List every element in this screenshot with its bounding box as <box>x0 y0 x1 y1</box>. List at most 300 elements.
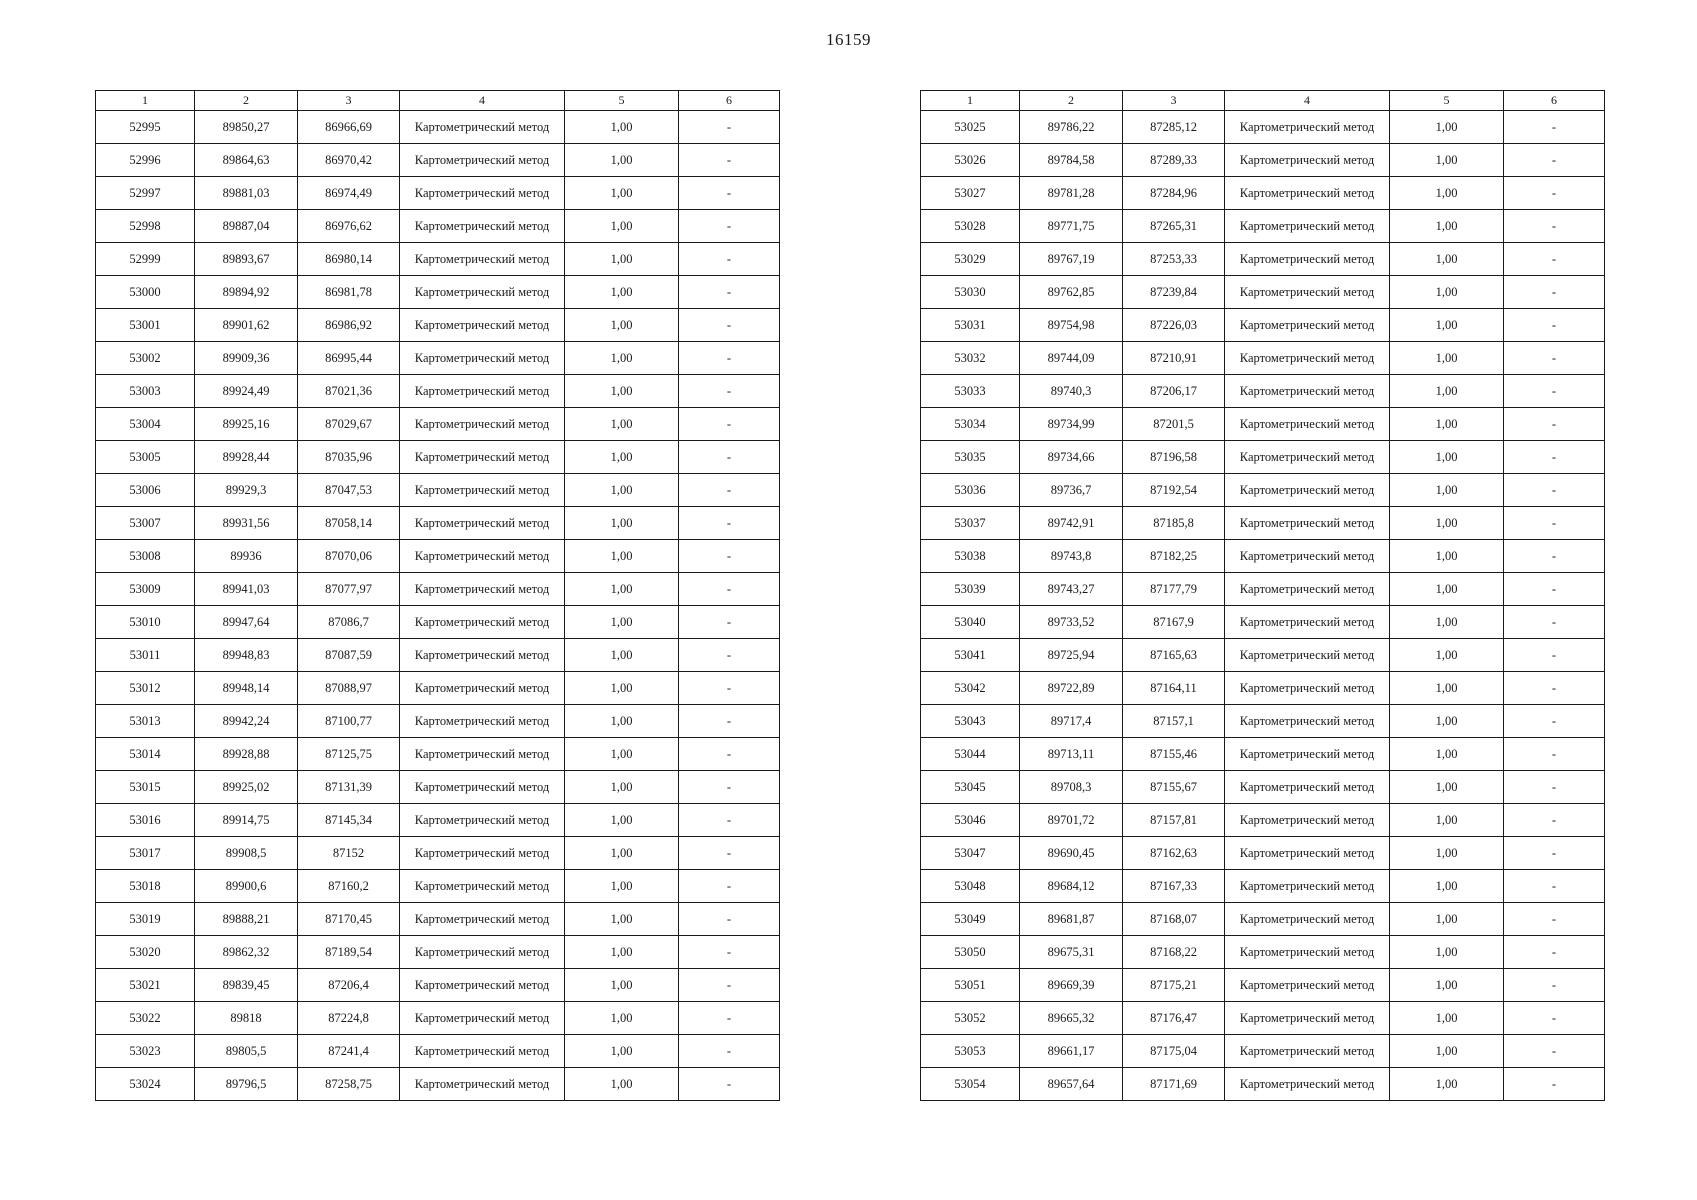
point-number-cell: 53000 <box>96 276 195 309</box>
description-cell: - <box>1504 1002 1605 1035</box>
method-cell: Картометрический метод <box>400 903 565 936</box>
column-header: 5 <box>565 91 679 111</box>
y-coordinate-cell: 87125,75 <box>298 738 400 771</box>
accuracy-cell: 1,00 <box>565 507 679 540</box>
accuracy-cell: 1,00 <box>565 111 679 144</box>
table-row <box>96 1068 780 1101</box>
description-cell: - <box>679 309 780 342</box>
point-number-cell: 53026 <box>921 144 1020 177</box>
accuracy-cell: 1,00 <box>565 309 679 342</box>
x-coordinate-cell: 89733,52 <box>1020 606 1123 639</box>
y-coordinate-cell: 87182,25 <box>1123 540 1225 573</box>
description-cell: - <box>1504 903 1605 936</box>
accuracy-cell: 1,00 <box>1390 540 1504 573</box>
method-cell: Картометрический метод <box>400 804 565 837</box>
description-cell: - <box>679 639 780 672</box>
description-cell: - <box>679 573 780 606</box>
accuracy-cell: 1,00 <box>565 606 679 639</box>
accuracy-cell: 1,00 <box>565 375 679 408</box>
point-number-cell: 53049 <box>921 903 1020 936</box>
x-coordinate-cell: 89936 <box>195 540 298 573</box>
x-coordinate-cell: 89893,67 <box>195 243 298 276</box>
accuracy-cell: 1,00 <box>1390 672 1504 705</box>
table-row <box>921 969 1605 1002</box>
method-cell: Картометрический метод <box>1225 540 1390 573</box>
point-number-cell: 53029 <box>921 243 1020 276</box>
description-cell: - <box>679 441 780 474</box>
y-coordinate-cell: 87185,8 <box>1123 507 1225 540</box>
point-number-cell: 53046 <box>921 804 1020 837</box>
x-coordinate-cell: 89661,17 <box>1020 1035 1123 1068</box>
accuracy-cell: 1,00 <box>1390 771 1504 804</box>
accuracy-cell: 1,00 <box>1390 837 1504 870</box>
table-row <box>921 144 1605 177</box>
y-coordinate-cell: 87165,63 <box>1123 639 1225 672</box>
method-cell: Картометрический метод <box>400 111 565 144</box>
y-coordinate-cell: 87285,12 <box>1123 111 1225 144</box>
y-coordinate-cell: 87087,59 <box>298 639 400 672</box>
method-cell: Картометрический метод <box>1225 507 1390 540</box>
point-number-cell: 53038 <box>921 540 1020 573</box>
x-coordinate-cell: 89901,62 <box>195 309 298 342</box>
x-coordinate-cell: 89805,5 <box>195 1035 298 1068</box>
point-number-cell: 53023 <box>96 1035 195 1068</box>
accuracy-cell: 1,00 <box>565 474 679 507</box>
x-coordinate-cell: 89725,94 <box>1020 639 1123 672</box>
method-cell: Картометрический метод <box>400 837 565 870</box>
method-cell: Картометрический метод <box>400 441 565 474</box>
column-header: 1 <box>921 91 1020 111</box>
table-row <box>96 771 780 804</box>
method-cell: Картометрический метод <box>400 309 565 342</box>
description-cell: - <box>679 837 780 870</box>
y-coordinate-cell: 86980,14 <box>298 243 400 276</box>
method-cell: Картометрический метод <box>400 540 565 573</box>
description-cell: - <box>679 111 780 144</box>
coordinates-table-left <box>95 90 780 1101</box>
y-coordinate-cell: 86974,49 <box>298 177 400 210</box>
method-cell: Картометрический метод <box>400 474 565 507</box>
y-coordinate-cell: 87086,7 <box>298 606 400 639</box>
table-row <box>921 540 1605 573</box>
accuracy-cell: 1,00 <box>1390 738 1504 771</box>
method-cell: Картометрический метод <box>1225 144 1390 177</box>
method-cell: Картометрический метод <box>1225 375 1390 408</box>
y-coordinate-cell: 87196,58 <box>1123 441 1225 474</box>
accuracy-cell: 1,00 <box>1390 639 1504 672</box>
accuracy-cell: 1,00 <box>1390 1035 1504 1068</box>
accuracy-cell: 1,00 <box>565 903 679 936</box>
table-row <box>96 507 780 540</box>
method-cell: Картометрический метод <box>1225 804 1390 837</box>
table-row <box>921 738 1605 771</box>
x-coordinate-cell: 89942,24 <box>195 705 298 738</box>
y-coordinate-cell: 87145,34 <box>298 804 400 837</box>
y-coordinate-cell: 87021,36 <box>298 375 400 408</box>
accuracy-cell: 1,00 <box>1390 705 1504 738</box>
column-header: 2 <box>1020 91 1123 111</box>
accuracy-cell: 1,00 <box>565 936 679 969</box>
x-coordinate-cell: 89690,45 <box>1020 837 1123 870</box>
description-cell: - <box>679 342 780 375</box>
y-coordinate-cell: 86976,62 <box>298 210 400 243</box>
x-coordinate-cell: 89928,44 <box>195 441 298 474</box>
method-cell: Картометрический метод <box>400 606 565 639</box>
table-body <box>96 111 780 1101</box>
x-coordinate-cell: 89657,64 <box>1020 1068 1123 1101</box>
table-row <box>921 177 1605 210</box>
description-cell: - <box>679 375 780 408</box>
accuracy-cell: 1,00 <box>565 210 679 243</box>
point-number-cell: 53051 <box>921 969 1020 1002</box>
point-number-cell: 52999 <box>96 243 195 276</box>
x-coordinate-cell: 89684,12 <box>1020 870 1123 903</box>
accuracy-cell: 1,00 <box>1390 936 1504 969</box>
x-coordinate-cell: 89717,4 <box>1020 705 1123 738</box>
point-number-cell: 53006 <box>96 474 195 507</box>
x-coordinate-cell: 89708,3 <box>1020 771 1123 804</box>
method-cell: Картометрический метод <box>400 1068 565 1101</box>
point-number-cell: 53019 <box>96 903 195 936</box>
accuracy-cell: 1,00 <box>565 408 679 441</box>
table-row <box>921 441 1605 474</box>
method-cell: Картометрический метод <box>400 738 565 771</box>
method-cell: Картометрический метод <box>400 342 565 375</box>
x-coordinate-cell: 89900,6 <box>195 870 298 903</box>
x-coordinate-cell: 89681,87 <box>1020 903 1123 936</box>
point-number-cell: 52996 <box>96 144 195 177</box>
method-cell: Картометрический метод <box>1225 441 1390 474</box>
table-row <box>921 606 1605 639</box>
method-cell: Картометрический метод <box>400 936 565 969</box>
description-cell: - <box>1504 771 1605 804</box>
accuracy-cell: 1,00 <box>1390 573 1504 606</box>
method-cell: Картометрический метод <box>400 870 565 903</box>
description-cell: - <box>1504 540 1605 573</box>
method-cell: Картометрический метод <box>400 672 565 705</box>
method-cell: Картометрический метод <box>400 177 565 210</box>
description-cell: - <box>679 144 780 177</box>
accuracy-cell: 1,00 <box>565 177 679 210</box>
table-row <box>921 936 1605 969</box>
x-coordinate-cell: 89818 <box>195 1002 298 1035</box>
table-row <box>96 441 780 474</box>
table-row <box>96 309 780 342</box>
table-row <box>921 408 1605 441</box>
y-coordinate-cell: 87167,9 <box>1123 606 1225 639</box>
x-coordinate-cell: 89924,49 <box>195 375 298 408</box>
description-cell: - <box>679 738 780 771</box>
point-number-cell: 53036 <box>921 474 1020 507</box>
x-coordinate-cell: 89744,09 <box>1020 342 1123 375</box>
y-coordinate-cell: 87155,46 <box>1123 738 1225 771</box>
x-coordinate-cell: 89908,5 <box>195 837 298 870</box>
x-coordinate-cell: 89669,39 <box>1020 969 1123 1002</box>
y-coordinate-cell: 87253,33 <box>1123 243 1225 276</box>
table-row <box>96 243 780 276</box>
accuracy-cell: 1,00 <box>565 573 679 606</box>
description-cell: - <box>1504 606 1605 639</box>
x-coordinate-cell: 89722,89 <box>1020 672 1123 705</box>
description-cell: - <box>1504 144 1605 177</box>
description-cell: - <box>679 540 780 573</box>
y-coordinate-cell: 87160,2 <box>298 870 400 903</box>
accuracy-cell: 1,00 <box>565 672 679 705</box>
point-number-cell: 53018 <box>96 870 195 903</box>
table-row <box>921 1002 1605 1035</box>
column-header: 3 <box>1123 91 1225 111</box>
y-coordinate-cell: 87157,1 <box>1123 705 1225 738</box>
y-coordinate-cell: 87289,33 <box>1123 144 1225 177</box>
y-coordinate-cell: 87152 <box>298 837 400 870</box>
point-number-cell: 53044 <box>921 738 1020 771</box>
description-cell: - <box>1504 309 1605 342</box>
accuracy-cell: 1,00 <box>565 1002 679 1035</box>
table-row <box>921 276 1605 309</box>
table-row <box>96 111 780 144</box>
x-coordinate-cell: 89754,98 <box>1020 309 1123 342</box>
method-cell: Картометрический метод <box>1225 573 1390 606</box>
description-cell: - <box>1504 1068 1605 1101</box>
description-cell: - <box>1504 936 1605 969</box>
y-coordinate-cell: 87070,06 <box>298 540 400 573</box>
point-number-cell: 53042 <box>921 672 1020 705</box>
column-header: 4 <box>400 91 565 111</box>
point-number-cell: 53045 <box>921 771 1020 804</box>
accuracy-cell: 1,00 <box>1390 903 1504 936</box>
table-row <box>921 342 1605 375</box>
point-number-cell: 52997 <box>96 177 195 210</box>
point-number-cell: 52995 <box>96 111 195 144</box>
accuracy-cell: 1,00 <box>1390 309 1504 342</box>
accuracy-cell: 1,00 <box>565 804 679 837</box>
method-cell: Картометрический метод <box>400 1002 565 1035</box>
y-coordinate-cell: 87265,31 <box>1123 210 1225 243</box>
x-coordinate-cell: 89864,63 <box>195 144 298 177</box>
method-cell: Картометрический метод <box>400 408 565 441</box>
accuracy-cell: 1,00 <box>1390 1002 1504 1035</box>
y-coordinate-cell: 87175,21 <box>1123 969 1225 1002</box>
point-number-cell: 53027 <box>921 177 1020 210</box>
y-coordinate-cell: 86970,42 <box>298 144 400 177</box>
accuracy-cell: 1,00 <box>1390 969 1504 1002</box>
accuracy-cell: 1,00 <box>1390 606 1504 639</box>
column-header: 1 <box>96 91 195 111</box>
y-coordinate-cell: 87168,07 <box>1123 903 1225 936</box>
x-coordinate-cell: 89839,45 <box>195 969 298 1002</box>
description-cell: - <box>679 474 780 507</box>
y-coordinate-cell: 87162,63 <box>1123 837 1225 870</box>
table-row <box>921 507 1605 540</box>
table-row <box>921 1068 1605 1101</box>
point-number-cell: 53003 <box>96 375 195 408</box>
y-coordinate-cell: 87167,33 <box>1123 870 1225 903</box>
method-cell: Картометрический метод <box>1225 210 1390 243</box>
method-cell: Картометрический метод <box>1225 705 1390 738</box>
x-coordinate-cell: 89781,28 <box>1020 177 1123 210</box>
table-row <box>921 903 1605 936</box>
table-row <box>96 705 780 738</box>
x-coordinate-cell: 89675,31 <box>1020 936 1123 969</box>
x-coordinate-cell: 89743,27 <box>1020 573 1123 606</box>
description-cell: - <box>1504 408 1605 441</box>
point-number-cell: 53012 <box>96 672 195 705</box>
y-coordinate-cell: 87224,8 <box>298 1002 400 1035</box>
y-coordinate-cell: 87058,14 <box>298 507 400 540</box>
column-header: 6 <box>1504 91 1605 111</box>
description-cell: - <box>679 1002 780 1035</box>
description-cell: - <box>679 870 780 903</box>
point-number-cell: 53040 <box>921 606 1020 639</box>
accuracy-cell: 1,00 <box>565 1068 679 1101</box>
method-cell: Картометрический метод <box>1225 606 1390 639</box>
y-coordinate-cell: 87164,11 <box>1123 672 1225 705</box>
accuracy-cell: 1,00 <box>1390 441 1504 474</box>
accuracy-cell: 1,00 <box>1390 144 1504 177</box>
accuracy-cell: 1,00 <box>1390 804 1504 837</box>
table-row <box>96 177 780 210</box>
x-coordinate-cell: 89948,14 <box>195 672 298 705</box>
description-cell: - <box>1504 210 1605 243</box>
description-cell: - <box>679 243 780 276</box>
table-row <box>921 309 1605 342</box>
accuracy-cell: 1,00 <box>1390 1068 1504 1101</box>
description-cell: - <box>679 936 780 969</box>
accuracy-cell: 1,00 <box>1390 408 1504 441</box>
table-row <box>96 276 780 309</box>
point-number-cell: 53048 <box>921 870 1020 903</box>
x-coordinate-cell: 89734,99 <box>1020 408 1123 441</box>
description-cell: - <box>1504 474 1605 507</box>
description-cell: - <box>679 606 780 639</box>
y-coordinate-cell: 87192,54 <box>1123 474 1225 507</box>
accuracy-cell: 1,00 <box>565 738 679 771</box>
accuracy-cell: 1,00 <box>565 441 679 474</box>
accuracy-cell: 1,00 <box>565 276 679 309</box>
accuracy-cell: 1,00 <box>565 837 679 870</box>
method-cell: Картометрический метод <box>400 573 565 606</box>
point-number-cell: 53050 <box>921 936 1020 969</box>
description-cell: - <box>1504 177 1605 210</box>
method-cell: Картометрический метод <box>1225 903 1390 936</box>
point-number-cell: 53037 <box>921 507 1020 540</box>
column-header: 3 <box>298 91 400 111</box>
point-number-cell: 53014 <box>96 738 195 771</box>
description-cell: - <box>1504 738 1605 771</box>
accuracy-cell: 1,00 <box>565 705 679 738</box>
method-cell: Картометрический метод <box>1225 342 1390 375</box>
table-row <box>96 1002 780 1035</box>
y-coordinate-cell: 87284,96 <box>1123 177 1225 210</box>
method-cell: Картометрический метод <box>1225 1002 1390 1035</box>
point-number-cell: 53011 <box>96 639 195 672</box>
point-number-cell: 53010 <box>96 606 195 639</box>
y-coordinate-cell: 87035,96 <box>298 441 400 474</box>
table-row <box>96 342 780 375</box>
point-number-cell: 53007 <box>96 507 195 540</box>
method-cell: Картометрический метод <box>400 243 565 276</box>
accuracy-cell: 1,00 <box>565 144 679 177</box>
y-coordinate-cell: 87239,84 <box>1123 276 1225 309</box>
x-coordinate-cell: 89762,85 <box>1020 276 1123 309</box>
y-coordinate-cell: 87241,4 <box>298 1035 400 1068</box>
method-cell: Картометрический метод <box>1225 936 1390 969</box>
table-header-row <box>921 91 1605 111</box>
point-number-cell: 52998 <box>96 210 195 243</box>
x-coordinate-cell: 89740,3 <box>1020 375 1123 408</box>
accuracy-cell: 1,00 <box>1390 276 1504 309</box>
description-cell: - <box>1504 705 1605 738</box>
table-row <box>921 243 1605 276</box>
table-row <box>96 639 780 672</box>
description-cell: - <box>1504 342 1605 375</box>
description-cell: - <box>1504 507 1605 540</box>
accuracy-cell: 1,00 <box>1390 342 1504 375</box>
point-number-cell: 53031 <box>921 309 1020 342</box>
description-cell: - <box>679 771 780 804</box>
method-cell: Картометрический метод <box>1225 243 1390 276</box>
y-coordinate-cell: 87088,97 <box>298 672 400 705</box>
x-coordinate-cell: 89767,19 <box>1020 243 1123 276</box>
column-header: 4 <box>1225 91 1390 111</box>
y-coordinate-cell: 87175,04 <box>1123 1035 1225 1068</box>
point-number-cell: 53039 <box>921 573 1020 606</box>
method-cell: Картометрический метод <box>400 144 565 177</box>
method-cell: Картометрический метод <box>1225 111 1390 144</box>
point-number-cell: 53009 <box>96 573 195 606</box>
table-row <box>921 705 1605 738</box>
y-coordinate-cell: 87201,5 <box>1123 408 1225 441</box>
x-coordinate-cell: 89850,27 <box>195 111 298 144</box>
accuracy-cell: 1,00 <box>1390 210 1504 243</box>
table-row <box>921 639 1605 672</box>
method-cell: Картометрический метод <box>1225 969 1390 1002</box>
table-row <box>921 870 1605 903</box>
description-cell: - <box>1504 243 1605 276</box>
description-cell: - <box>1504 804 1605 837</box>
x-coordinate-cell: 89887,04 <box>195 210 298 243</box>
table-row <box>96 969 780 1002</box>
point-number-cell: 53001 <box>96 309 195 342</box>
x-coordinate-cell: 89786,22 <box>1020 111 1123 144</box>
description-cell: - <box>1504 639 1605 672</box>
description-cell: - <box>679 276 780 309</box>
y-coordinate-cell: 87077,97 <box>298 573 400 606</box>
x-coordinate-cell: 89925,02 <box>195 771 298 804</box>
table-row <box>921 771 1605 804</box>
accuracy-cell: 1,00 <box>1390 243 1504 276</box>
x-coordinate-cell: 89701,72 <box>1020 804 1123 837</box>
method-cell: Картометрический метод <box>1225 738 1390 771</box>
page-number: 16159 <box>826 30 871 49</box>
point-number-cell: 53008 <box>96 540 195 573</box>
column-header: 2 <box>195 91 298 111</box>
x-coordinate-cell: 89665,32 <box>1020 1002 1123 1035</box>
accuracy-cell: 1,00 <box>1390 177 1504 210</box>
description-cell: - <box>679 507 780 540</box>
method-cell: Картометрический метод <box>1225 1035 1390 1068</box>
x-coordinate-cell: 89881,03 <box>195 177 298 210</box>
table-row <box>96 144 780 177</box>
method-cell: Картометрический метод <box>400 969 565 1002</box>
point-number-cell: 53035 <box>921 441 1020 474</box>
table-row <box>96 375 780 408</box>
x-coordinate-cell: 89784,58 <box>1020 144 1123 177</box>
method-cell: Картометрический метод <box>1225 672 1390 705</box>
accuracy-cell: 1,00 <box>565 639 679 672</box>
y-coordinate-cell: 87029,67 <box>298 408 400 441</box>
x-coordinate-cell: 89734,66 <box>1020 441 1123 474</box>
